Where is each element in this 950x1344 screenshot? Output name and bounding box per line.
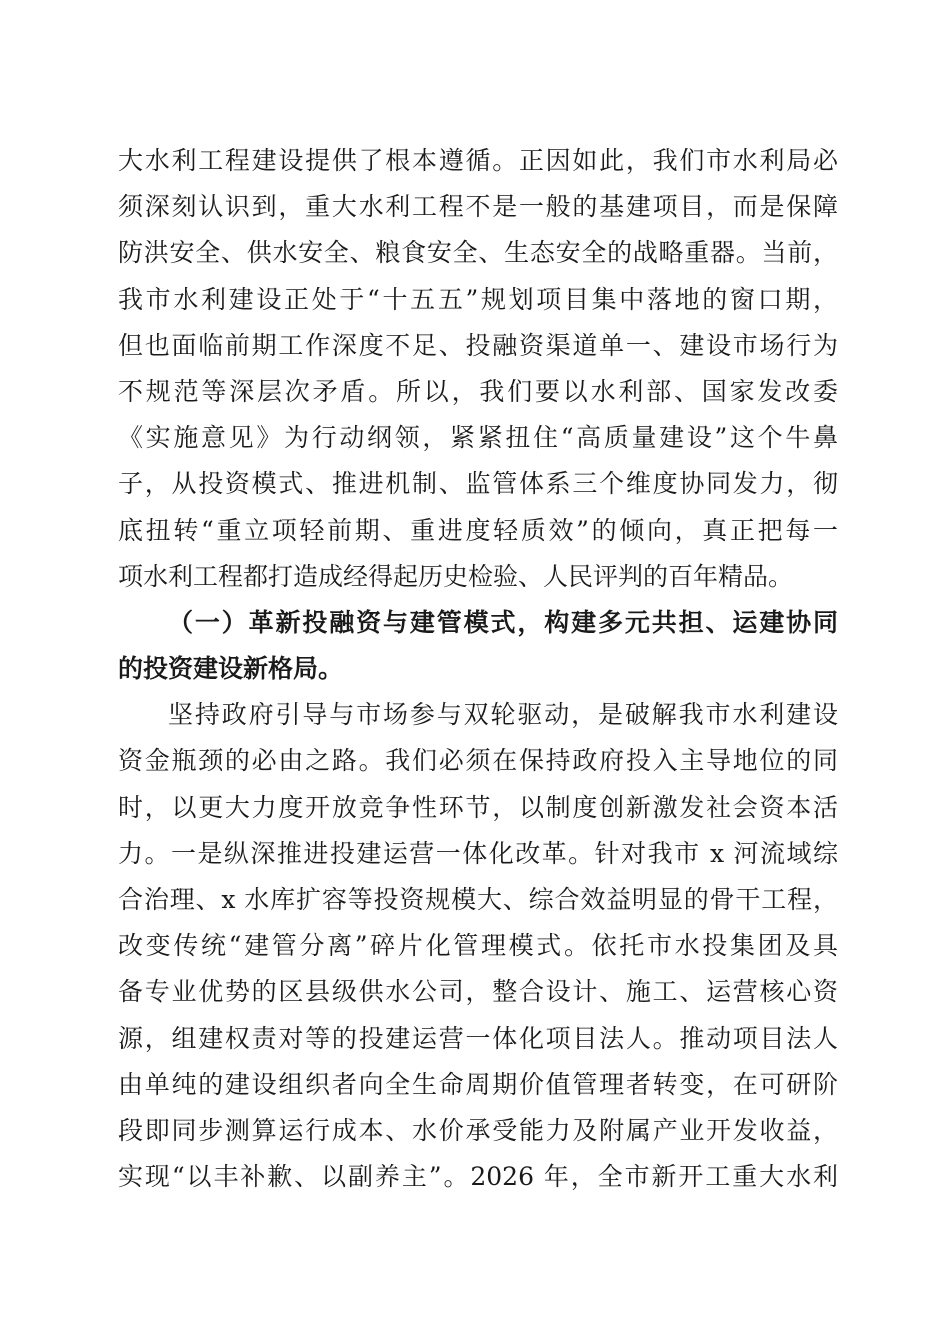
text-line: 力。一是纵深推进投建运营一体化改革。针对我市 x 河流域综	[118, 838, 838, 868]
text-line: 时，以更大力度开放竞争性环节，以制度创新激发社会资本活	[118, 792, 838, 822]
text-line: 不规范等深层次矛盾。所以，我们要以水利部、国家发改委	[118, 376, 838, 406]
text-line: 由单纯的建设组织者向全生命周期价值管理者转变，在可研阶	[118, 1069, 838, 1099]
paragraph-intro	[118, 138, 838, 600]
text-line: 但也面临前期工作深度不足、投融资渠道单一、建设市场行为	[118, 330, 838, 360]
text-line: 我市水利建设正处于“十五五”规划项目集中落地的窗口期，	[118, 284, 838, 314]
text-line: 底扭转“重立项轻前期、重进度轻质效”的倾向，真正把每一	[118, 515, 838, 545]
text-line: 备专业优势的区县级供水公司，整合设计、施工、运营核心资	[118, 977, 838, 1007]
text-line: 须深刻认识到，重大水利工程不是一般的基建项目，而是保障	[118, 192, 838, 222]
document-body	[118, 138, 838, 1200]
text-line: 段即同步测算运行成本、水价承受能力及附属产业开发收益，	[118, 1115, 838, 1145]
heading-line: 的投资建设新格局。	[118, 654, 344, 684]
paragraph-body	[118, 692, 838, 1200]
text-line: 实现“以丰补歉、以副养主”。2026 年，全市新开工重大水利	[118, 1162, 838, 1192]
text-line: 项水利工程都打造成经得起历史检验、人民评判的百年精品。	[118, 561, 794, 591]
text-line: 大水利工程建设提供了根本遵循。正因如此，我们市水利局必	[118, 146, 838, 175]
text-line: 《实施意见》为行动纲领，紧紧扭住“高质量建设”这个牛鼻	[118, 423, 838, 453]
text-line: 资金瓶颈的必由之路。我们必须在保持政府投入主导地位的同	[118, 746, 838, 776]
text-line: 源，组建权责对等的投建运营一体化项目法人。推动项目法人	[118, 1023, 838, 1053]
text-line: 坚持政府引导与市场参与双轮驱动，是破解我市水利建设	[168, 700, 838, 730]
section-heading	[118, 600, 838, 692]
text-line: 防洪安全、供水安全、粮食安全、生态安全的战略重器。当前，	[118, 238, 838, 268]
text-line: 合治理、x 水库扩容等投资规模大、综合效益明显的骨干工程，	[118, 885, 838, 914]
heading-line: （一）革新投融资与建管模式，构建多元共担、运建协同	[168, 607, 838, 637]
text-line: 改变传统“建管分离”碎片化管理模式。依托市水投集团及具	[118, 931, 838, 961]
text-line: 子，从投资模式、推进机制、监管体系三个维度协同发力，彻	[118, 469, 838, 499]
